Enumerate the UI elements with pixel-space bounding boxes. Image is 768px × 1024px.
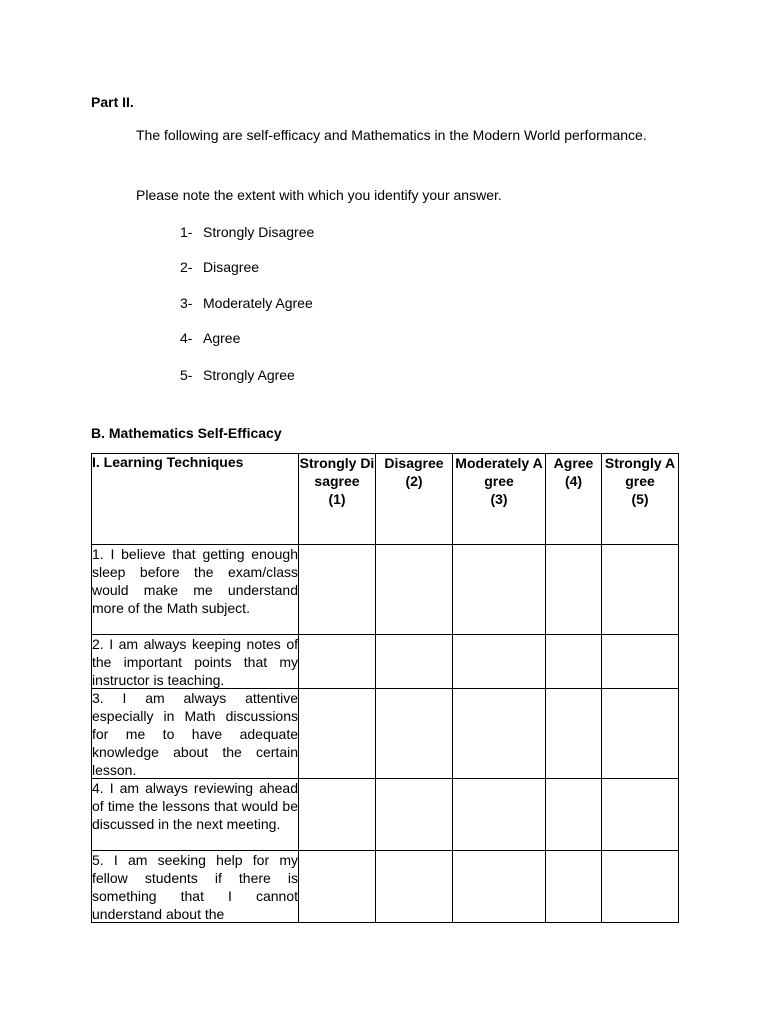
header-value: (4) [564,473,583,489]
instruction-note: Please note the extent with which you identify your answer. [136,187,502,203]
answer-cell-3[interactable] [453,635,546,689]
answer-cell-4[interactable] [546,635,602,689]
answer-cell-4[interactable] [546,689,602,779]
question-cell [92,851,299,923]
answer-cell-1[interactable] [299,851,376,923]
header-value: (1) [328,491,346,507]
scale-number: 4- [180,330,193,346]
header-label: Agree [553,455,594,471]
answer-cell-1[interactable] [299,689,376,779]
part-title: Part II. [91,94,134,110]
answer-cell-1[interactable] [299,545,376,635]
header-label: Moderately Agree [455,455,543,489]
header-label: Strongly Agree [604,455,676,489]
table-row [92,689,679,779]
answer-cell-2[interactable] [376,779,453,851]
question-cell [92,779,299,851]
scale-number: 3- [180,295,193,311]
answer-cell-5[interactable] [602,689,679,779]
scale-number: 1- [180,224,193,240]
question-cell [92,689,299,779]
header-value: (3) [490,491,508,507]
table-row [92,545,679,635]
scale-label: Strongly Disagree [203,224,315,240]
question-column-header: I. Learning Techniques [92,454,299,545]
answer-cell-5[interactable] [602,851,679,923]
question-text: 4. I am always reviewing ahead of time the lessons that would be discussed in the next meeting. [92,780,298,832]
answer-cell-2[interactable] [376,689,453,779]
survey-table [91,453,679,923]
question-text: 3. I am always attentive especially in Math discussions for me to have adequate knowledge about the certain lesson. [92,690,298,778]
header-strongly-disagree [299,454,376,545]
section-title: B. Mathematics Self-Efficacy [91,425,282,441]
answer-cell-2[interactable] [376,545,453,635]
header-label: Disagree [384,455,444,471]
table-row [92,779,679,851]
scale-item [180,295,313,311]
header-value: (5) [631,491,649,507]
answer-cell-1[interactable] [299,635,376,689]
question-text: 2. I am always keeping notes of the important points that my instructor is teaching. [92,636,298,688]
answer-cell-4[interactable] [546,851,602,923]
answer-cell-5[interactable] [602,545,679,635]
scale-label: Moderately Agree [203,295,313,311]
header-moderately-agree [453,454,546,545]
scale-label: Strongly Agree [203,367,295,383]
table-header-row [92,454,679,545]
scale-item [180,224,314,240]
question-cell [92,635,299,689]
scale-label: Disagree [203,259,260,275]
scale-label: Agree [203,330,241,346]
answer-cell-3[interactable] [453,545,546,635]
answer-cell-2[interactable] [376,851,453,923]
answer-cell-3[interactable] [453,851,546,923]
scale-number: 2- [180,259,193,275]
answer-cell-3[interactable] [453,689,546,779]
scale-item [180,259,259,275]
table-row [92,635,679,689]
header-disagree [376,454,453,545]
scale-number: 5- [180,367,193,383]
question-cell [92,545,299,635]
header-value: (2) [405,473,423,489]
answer-cell-2[interactable] [376,635,453,689]
question-text: 5. I am seeking help for my fellow students if there is something that I cannot understand about the [92,852,298,922]
answer-cell-5[interactable] [602,779,679,851]
scale-item [180,367,295,383]
header-agree [546,454,602,545]
answer-cell-4[interactable] [546,545,602,635]
answer-cell-1[interactable] [299,779,376,851]
header-label: Strongly Disagree [299,455,375,489]
question-text: 1. I believe that getting enough sleep before the exam/class would make me understand more of the Math subject. [92,546,298,616]
answer-cell-5[interactable] [602,635,679,689]
answer-cell-4[interactable] [546,779,602,851]
answer-cell-3[interactable] [453,779,546,851]
scale-item [180,330,240,346]
intro-paragraph: The following are self-efficacy and Mathematics in the Modern World performance. [136,127,647,143]
header-strongly-agree [602,454,679,545]
table-row [92,851,679,923]
